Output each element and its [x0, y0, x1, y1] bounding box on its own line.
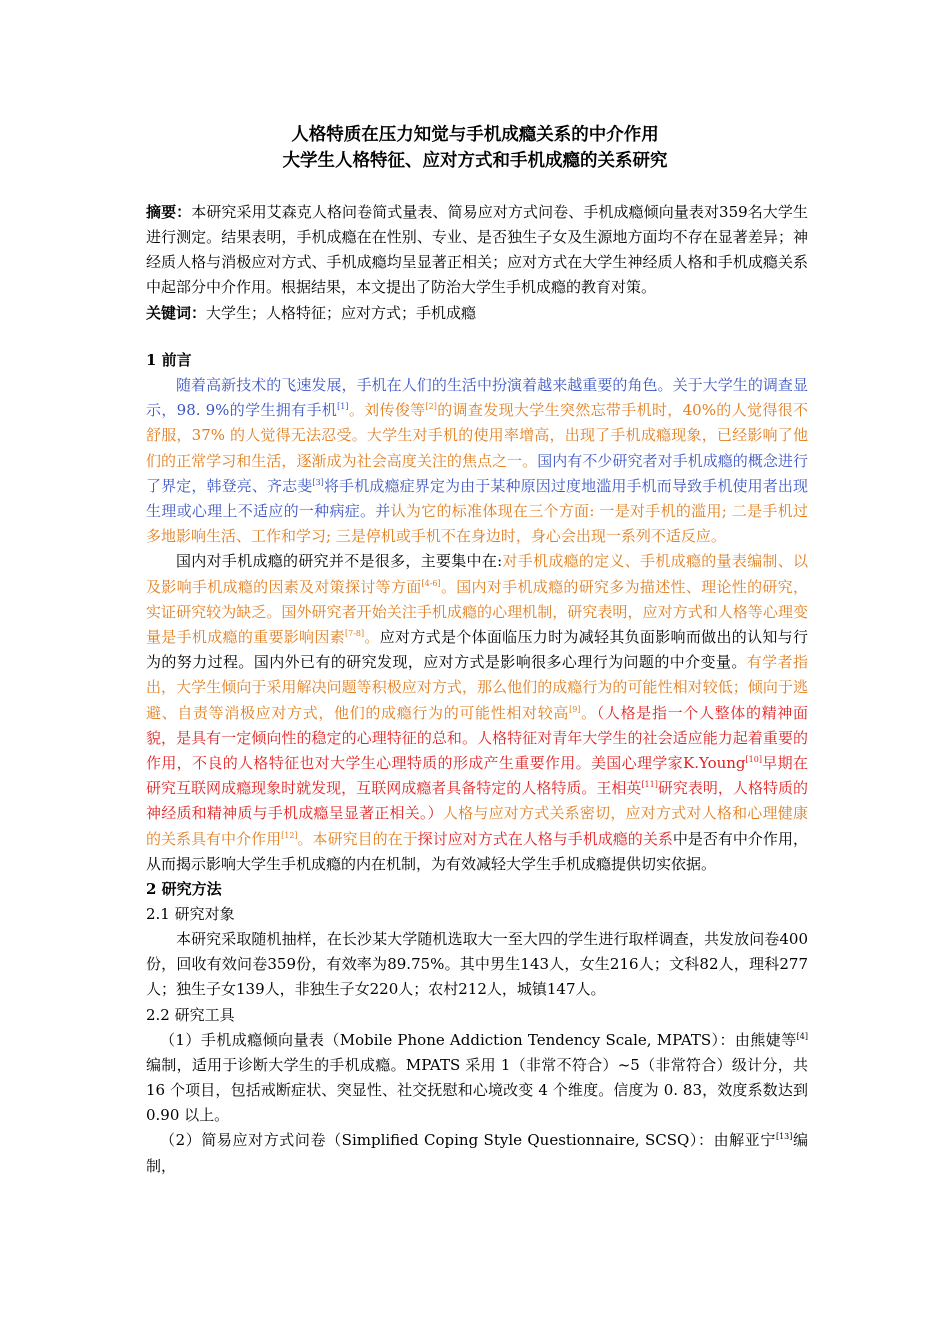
- section-heading-intro: 1 前言: [146, 351, 192, 369]
- citation: [12]: [281, 830, 298, 840]
- body-content: [146, 200, 808, 1179]
- paper-title-1: 人格特质在压力知觉与手机成瘾关系的中介作用: [291, 125, 659, 145]
- tool-paragraph-2: [146, 1128, 808, 1178]
- citation: [1]: [337, 402, 349, 412]
- text-run: 早期在研究互联网成瘾现象时就发现，互联网成瘾者具备特定的人格特质。王相英: [146, 754, 808, 798]
- text-run: 手机在人们的生活中扮演着越来越重要的角色。关于大学生的调查显示，98. 9%的学生拥有手机: [146, 376, 808, 420]
- citation: [4-6]: [421, 578, 441, 588]
- text-run: 编制，: [146, 1131, 808, 1175]
- text-run: 。国内对手机成瘾的研究多为描述性、理论性的研究，实证研究较为缺乏。国外研究者开始关注手机成瘾的心理机制，研究表明，应对方式和人格等心理变量是手机成瘾的重要影响因素: [146, 577, 808, 647]
- text-run: （人格是指一个人整体的精神面貌，是具有一定倾向性的稳定的心理特征的总和。人格特征对青年大学生的社会适应能力起着重要的作用，不良的人格特征也对大学生心理特质的形成产生重要作用。美国心理学家K.Young: [146, 703, 808, 773]
- section-heading-methods: 2 研究方法: [146, 880, 222, 899]
- text-run: 编制，适用于诊断大学生的手机成瘾。MPATS 采用 1（非常不符合）~5（非常符合）级计分，共 16 个项目，包括戒断症状、突显性、社交抚慰和心境改变 4 个维度。信度为 0. 83，效度系数达到 0.90 以上。: [146, 1055, 808, 1125]
- text-run: 随着高新技术的飞速发展，: [176, 376, 357, 394]
- keywords: [146, 301, 808, 326]
- abstract-text: 本研究采用艾森克人格问卷简式量表、简易应对方式问卷、手机成瘾倾向量表对359名大学生进行测定。结果表明，手机成瘾在在性别、专业、是否独生子女及生源地方面均不存在显著差异；神经质人格与消极应对方式、手机成瘾均呈显著正相关；应对方式在大学生神经质人格和手机成瘾关系中起部分中介作用。根据结果，本文提出了防治大学生手机成瘾的教育对策。: [146, 203, 808, 296]
- citation: [10]: [745, 755, 762, 765]
- citation: [7-8]: [344, 629, 365, 639]
- text-run: 。: [364, 628, 380, 647]
- keywords-text: 大学生；人格特征；应对方式；手机成瘾: [206, 304, 477, 322]
- citation: [4]: [796, 1031, 808, 1041]
- intro-paragraph-2: [146, 549, 808, 877]
- text-run: 。: [580, 703, 597, 722]
- text-run: 对手机成瘾的定义、手机成瘾的量表编制、以及影响手机成瘾的因素及对策探讨等方面: [146, 552, 808, 596]
- text-run: 国内有不少研究者对手机成瘾的概念进行了界定，韩登亮、齐志斐: [146, 451, 808, 495]
- abstract-label: 摘要：: [146, 203, 192, 221]
- text-run: 。刘传俊等: [348, 401, 426, 420]
- text-run: 应对方式是个体面临压力时为减轻其负面影响而做出的认知与行为的努力过程。国内外已有的研究发现，应对方式是影响很多心理行为问题的中介变量。: [146, 628, 808, 672]
- text-run: 。本研究目的在于: [297, 829, 418, 848]
- citation: [3]: [312, 477, 324, 487]
- text-run: （2）简易应对方式问卷（Simplified Coping Style Questionnaire, SCSQ）：由解亚宁: [160, 1131, 776, 1150]
- text-run: 将手机成瘾症界定为由于某种原因过度地滥用手机而导致手机使用者出现生理或心理上不适应的一种病症。并: [146, 476, 808, 521]
- text-run: 有学者指出，大学生倾向于采用解决问题等积极应对方式，那么他们的成瘾行为的可能性相对较低；倾向于逃避、自责等消极应对方式，他们的成瘾行为的可能性相对较高: [146, 653, 808, 722]
- methods-paragraph-subjects: 本研究采取随机抽样，在长沙某大学随机选取大一至大四的学生进行取样调查，共发放问卷400份，回收有效问卷359份，有效率为89.75%。其中男生143人，女生216人；文科82人，理科277人；独生子女139人，非独生子女220人；农村212人，城镇147人。: [146, 930, 808, 999]
- text-run: 探讨应对方式在人格与手机成瘾的关系: [417, 829, 673, 848]
- title-block: [0, 122, 950, 174]
- subsection-heading-tools: 2.2 研究工具: [146, 1005, 235, 1024]
- citation: [2]: [425, 402, 437, 412]
- text-run: 国内对手机成瘾的研究并不是很多，主要集中在:: [176, 552, 503, 571]
- text-run: 认为它的标准体现在三个方面: 一是对手机的滥用; 二是手机过多地影响生活、工作和学习; 三是停机或手机不在身边时，身心会出现一系列不适反应。: [146, 502, 808, 546]
- subsection-heading-subjects: 2.1 研究对象: [146, 905, 235, 924]
- text-run: （1）手机成瘾倾向量表（Mobile Phone Addiction Tendency Scale, MPATS）：由熊婕等: [160, 1030, 797, 1049]
- text-run: 研究表明，人格特质的神经质和精神质与手机成瘾呈显著正相关。）: [146, 779, 808, 823]
- abstract: [146, 200, 808, 300]
- keywords-label: 关键词：: [146, 304, 207, 322]
- tool-paragraph-1: [146, 1028, 808, 1129]
- spacer: [146, 326, 808, 348]
- text-run: 的调查发现大学生突然忘带手机时，40%的人觉得很不舒服，37% 的人觉得无法忍受。大学生对手机的使用率增高，出现了手机成瘾现象，已经影响了他们的正常学习和生活，逐渐成为社会高度关注的焦点之一。: [146, 401, 808, 470]
- text-run: 人格与应对方式关系密切，应对方式对人格和心理健康的关系具有中介作用: [146, 804, 808, 848]
- citation: [13]: [775, 1132, 793, 1142]
- intro-paragraph-1: [146, 373, 808, 549]
- citation: [11]: [641, 780, 658, 790]
- citation: [9]: [569, 704, 581, 714]
- text-run: 中是否有中介作用，从而揭示影响大学生手机成瘾的内在机制，为有效减轻大学生手机成瘾提供切实依据。: [146, 829, 808, 873]
- paper-title-2: 大学生人格特征、应对方式和手机成瘾的关系研究: [282, 151, 668, 171]
